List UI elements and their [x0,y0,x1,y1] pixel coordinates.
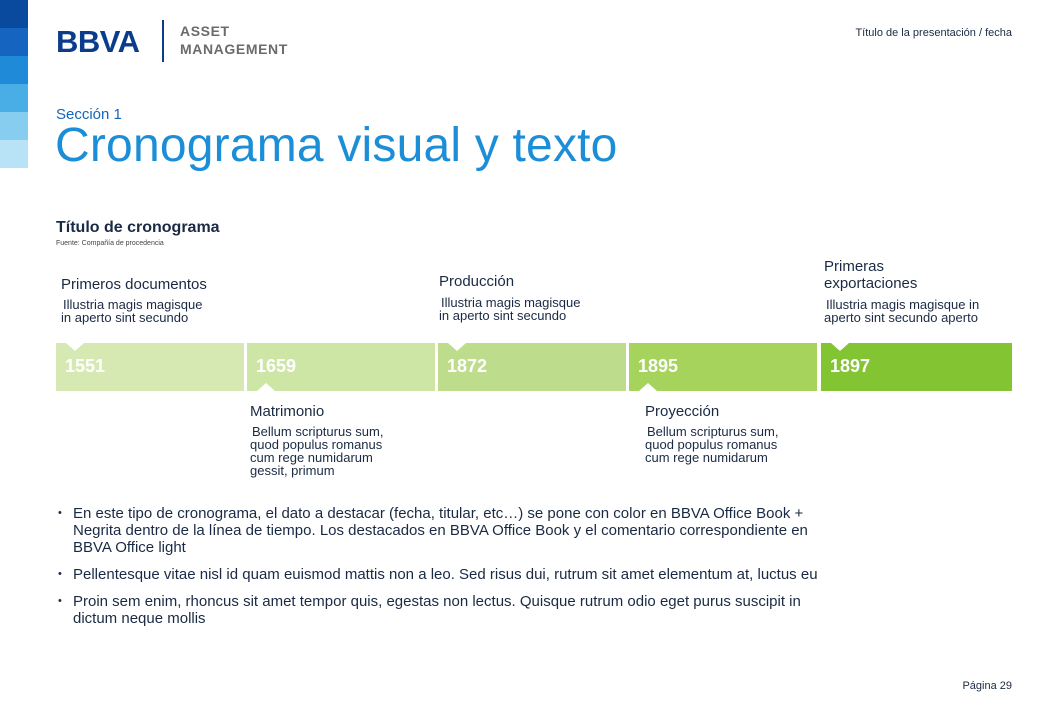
accent-stripe-1 [0,0,28,28]
slide-title: Cronograma visual y texto [55,119,618,172]
bullet-icon: • [58,595,62,607]
bullet-icon: • [58,507,62,519]
event-heading: exportaciones [824,275,918,292]
timeline-year: 1659 [256,356,297,376]
timeline-pointer [448,343,466,351]
timeline-segment-1872 [438,343,626,391]
event-text: Bellum scripturus sum, [647,424,779,439]
event-text: Bellum scripturus sum, [252,424,384,439]
bullet-text: En este tipo de cronograma, el dato a destacar (fecha, titular, etc…) se pone con color en BBVA Office Book + [73,505,804,522]
event-heading: Primeros documentos [61,276,207,293]
timeline-year: 1895 [638,356,679,376]
timeline-year: 1872 [447,356,488,376]
bullet-list [56,505,1016,637]
event-1551 [61,276,207,324]
asset-management-logo [180,22,288,58]
accent-stripe-6 [0,140,28,168]
bullet-item [56,505,1016,556]
timeline-pointer [639,383,657,391]
timeline-segment-1551 [56,343,244,391]
bullet-text: Pellentesque vitae nisl id quam euismod mattis non a leo. Sed risus dui, rutrum sit amet elementum at, luctus eu [73,566,818,583]
timeline-segment-1897 [821,343,1012,391]
timeline-pointer [831,343,849,351]
event-1897 [824,258,979,324]
page-number: Página 29 [962,680,1012,692]
event-text: in aperto sint secundo [61,310,189,325]
logo-division-line2: MANAGEMENT [180,41,288,57]
timeline-segment-1659 [247,343,435,391]
event-1872 [439,273,580,322]
bullet-icon: • [58,568,62,580]
event-text: aperto sint secundo aperto [824,310,978,325]
accent-stripe-4 [0,84,28,112]
event-text: gessit, primum [250,463,335,478]
presentation-meta: Título de la presentación / fecha [855,27,1012,39]
event-1659 [250,403,383,477]
bullet-text: Proin sem enim, rhoncus sit amet tempor quis, egestas non lectus. Quisque rutrum odio eget purus suscipit in [73,593,801,610]
bullet-text: dictum neque mollis [73,610,206,627]
event-heading: Primeras [824,258,885,275]
event-text: cum rege numidarum [250,450,373,465]
event-heading: Matrimonio [250,403,325,420]
timeline-pointer [257,383,275,391]
timeline-year: 1551 [65,356,106,376]
logo-divider [162,20,164,62]
bullet-text: BBVA Office light [73,539,186,556]
timeline-year: 1897 [830,356,871,376]
accent-stripe-2 [0,28,28,56]
event-heading: Producción [439,273,515,290]
event-text: quod populus romanus [250,437,383,452]
event-text: quod populus romanus [645,437,778,452]
timeline-segment-1895 [629,343,817,391]
event-heading: Proyección [645,403,720,420]
event-text: Illustria magis magisque in [826,297,980,312]
event-text: Illustria magis magisque [441,295,581,310]
timeline-pointer [66,343,84,351]
event-1895 [645,403,778,464]
event-text: cum rege numidarum [645,450,768,465]
bullet-item [56,566,1016,583]
logo-division-line1: ASSET [180,23,230,39]
accent-stripe-3 [0,56,28,84]
timeline-title: Título de cronograma [56,219,220,236]
accent-stripe-5 [0,112,28,140]
timeline-source: Fuente: Compañía de procedencia [56,240,164,247]
section-label: Sección 1 [56,106,122,123]
event-text: Illustria magis magisque [63,297,203,312]
event-text: in aperto sint secundo [439,308,567,323]
bullet-item [56,593,1016,627]
bbva-logo: BBVA [56,24,140,59]
bullet-text: Negrita dentro de la línea de tiempo. Los destacados en BBVA Office Book y el comentario correspondiente en [73,522,808,539]
